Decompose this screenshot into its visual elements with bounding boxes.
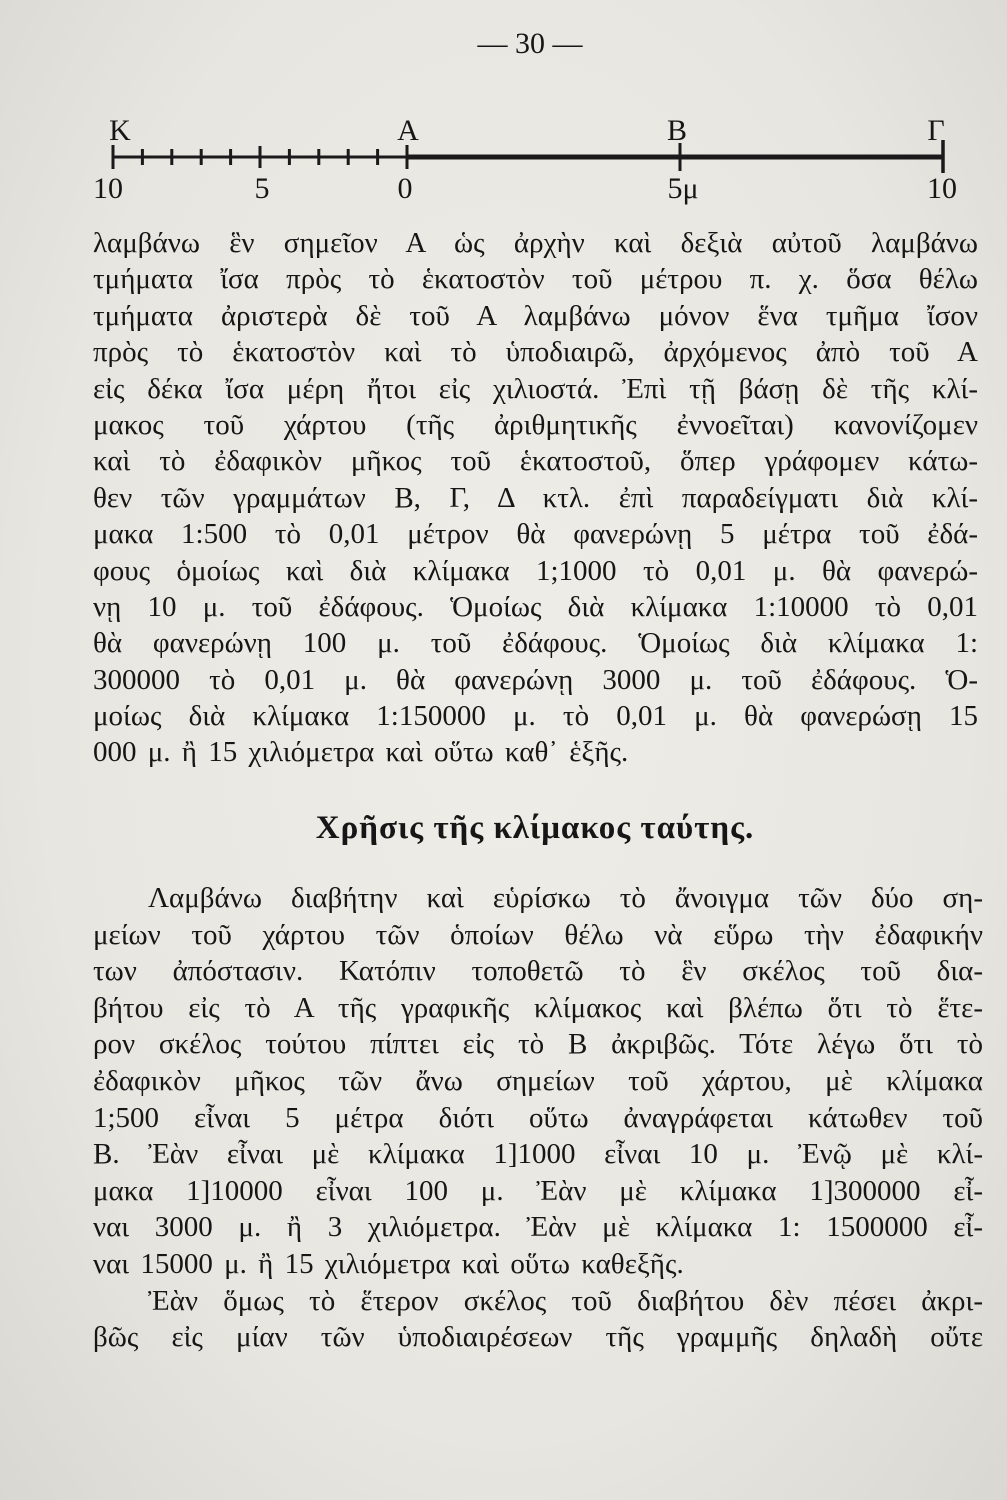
text-line: θεν τῶν γραμμάτων Β, Γ, Δ κτλ. ἐπὶ παραδείγματι διὰ κλί-: [93, 481, 978, 514]
text-line: των ἀπόστασιν. Κατόπιν τοποθετῶ τὸ ἓν σκέλος τοῦ δια-: [93, 955, 983, 988]
scale-label-b: Β: [666, 114, 688, 147]
text-line: λαμβάνω ἓν σημεῖον Α ὡς ἀρχὴν καὶ δεξιὰ αὐτοῦ λαμβάνω: [93, 227, 978, 259]
text-line: μείων τοῦ χάρτου τῶν ὁποίων θέλω νὰ εὕρω τὴν ἐδαφικήν: [93, 918, 983, 951]
scale-value-5: 5: [254, 172, 270, 205]
text-line: μακα 1:500 τὸ 0,01 μέτρον θὰ φανερώνῃ 5 μέτρα τοῦ ἐδά-: [93, 518, 978, 551]
text-line: εἰς δέκα ἴσα μέρη ἤτοι εἰς χιλιοστά. Ἐπὶ τῇ βάσῃ δὲ τῆς κλί-: [93, 372, 978, 405]
graphic-scale: [0, 0, 1007, 215]
text-line: μακα 1]10000 εἶναι 100 μ. Ἐὰν μὲ κλίμακα 1]300000 εἶ-: [93, 1174, 983, 1207]
text-line: νῃ 10 μ. τοῦ ἐδάφους. Ὁμοίως διὰ κλίμακα 1:10000 τὸ 0,01: [93, 590, 978, 623]
text-line: καὶ τὸ ἐδαφικὸν μῆκος τοῦ ἑκατοστοῦ, ὅπερ γράφομεν κάτω-: [93, 445, 978, 478]
text-line: ναι 3000 μ. ἢ 3 χιλιόμετρα. Ἐὰν μὲ κλίμακα 1: 1500000 εἶ-: [93, 1211, 983, 1244]
paragraph-diviter-usage: [93, 880, 983, 1283]
text-line: Ἐὰν ὅμως τὸ ἕτερον σκέλος τοῦ διαβήτου δὲν πέσει ἀκρι-: [148, 1284, 983, 1317]
text-line: βήτου εἰς τὸ Α τῆς γραφικῆς κλίμακος καὶ βλέπω ὅτι τὸ ἕτε-: [93, 991, 983, 1024]
section-body: [93, 880, 983, 1356]
text-line: ἐδαφικὸν μῆκος τῶν ἄνω σημείων τοῦ χάρτου, μὲ κλίμακα: [93, 1064, 983, 1097]
text-line: μοίως διὰ κλίμακα 1:150000 μ. τὸ 0,01 μ. θὰ φανερώσῃ 15: [93, 700, 978, 733]
scale-value-5m: 5μ: [667, 172, 699, 205]
page-number: — 30 —: [477, 27, 583, 60]
text-line: 1;500 εἶναι 5 μέτρα διότι οὕτω ἀναγράφεται κάτωθεν τοῦ: [93, 1101, 983, 1134]
text-line: τμήματα ἀριστερὰ δὲ τοῦ Α λαμβάνω μόνον ἕνα τμῆμα ἴσον: [93, 299, 978, 332]
text-line: Β. Ἐὰν εἶναι μὲ κλίμακα 1]1000 εἶναι 10 μ. Ἐνῷ μὲ κλί-: [93, 1138, 983, 1171]
text-line: Λαμβάνω διαβήτην καὶ εὑρίσκω τὸ ἄνοιγμα τῶν δύο ση-: [148, 882, 983, 914]
text-line: 300000 τὸ 0,01 μ. θὰ φανερώνῃ 3000 μ. τοῦ ἐδάφους. Ὁ-: [93, 663, 978, 696]
scale-label-a: Α: [397, 114, 419, 147]
text-line: 000 μ. ἢ 15 χιλιόμετρα καὶ οὕτω καθ᾽ ἑξῆς.: [93, 736, 629, 769]
section-heading: Χρῆσις τῆς κλίμακος ταύτης.: [315, 810, 755, 846]
text-line: τμήματα ἴσα πρὸς τὸ ἑκατοστὸν τοῦ μέτρου π. χ. ὅσα θέλω: [93, 263, 978, 296]
text-line: θὰ φανερώνῃ 100 μ. τοῦ ἐδάφους. Ὁμοίως διὰ κλίμακα 1:: [93, 627, 978, 660]
scale-label-g: Γ: [927, 114, 945, 147]
paragraph-subdivision-case: [93, 1283, 983, 1356]
text-line: ναι 15000 μ. ἢ 15 χιλιόμετρα καὶ οὕτω καθεξῆς.: [93, 1247, 684, 1280]
scale-value-left-10: 10: [93, 172, 123, 205]
text-line: πρὸς τὸ ἑκατοστὸν καὶ τὸ ὑποδιαιρῶ, ἀρχόμενος ἀπὸ τοῦ Α: [93, 336, 978, 369]
text-line: φους ὁμοίως καὶ διὰ κλίμακα 1;1000 τὸ 0,01 μ. θὰ φανερώ-: [93, 554, 978, 587]
text-line: μακος τοῦ χάρτου (τῆς ἀριθμητικῆς ἐννοεῖται) κανονίζομεν: [93, 408, 978, 441]
scale-label-k: Κ: [109, 114, 131, 147]
text-line: ρον σκέλος τούτου πίπτει εἰς τὸ Β ἀκριβῶς. Τότε λέγω ὅτι τὸ: [93, 1028, 983, 1061]
scale-value-0: 0: [397, 172, 413, 205]
text-line: βῶς εἰς μίαν τῶν ὑποδιαιρέσεων τῆς γραμμῆς δηλαδὴ οὔτε: [93, 1321, 983, 1354]
intro-paragraph: [93, 225, 978, 771]
scale-value-right-10: 10: [927, 172, 957, 205]
